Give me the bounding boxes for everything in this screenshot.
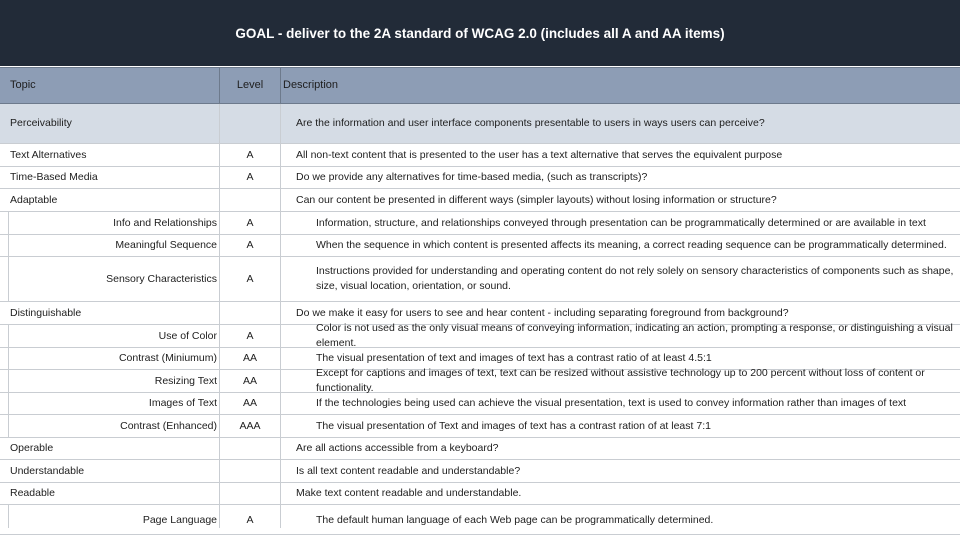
table-row [0,415,960,438]
description-cell[interactable]: All non-text content that is presented to the user has a text alternative that serves the equivalent purpose [296,148,783,161]
table-header-row [0,67,960,104]
level-cell[interactable]: AAA [220,415,281,437]
table-row [0,257,960,302]
description-cell[interactable]: Except for captions and images of text, text can be resized without assistive technology up to 200 percent without loss of content or functionality. [316,367,925,394]
goal-title: GOAL - deliver to the 2A standard of WCAG 2.0 (includes all A and AA items) [235,25,725,41]
topic-cell[interactable]: Adaptable [0,189,220,211]
description-cell[interactable]: Do we make it easy for users to see and hear content - including separating foreground from background? [296,306,789,319]
description-cell[interactable]: The visual presentation of Text and images of text has a contrast ration of at least 7:1 [316,419,711,432]
topic-cell[interactable]: Use of Color [0,325,220,347]
description-cell[interactable]: Do we provide any alternatives for time-based media, (such as transcripts)? [296,171,648,183]
wcag-table [0,67,960,535]
topic-cell[interactable]: Readable [0,483,220,504]
description-cell[interactable]: Can our content be presented in different ways (simpler layouts) without losing information or structure? [296,193,777,206]
description-cell[interactable]: Information, structure, and relationships conveyed through presentation can be programmatically determined or are available in text [316,216,926,229]
level-cell[interactable]: A [220,167,281,188]
topic-cell[interactable]: Resizing Text [0,370,220,392]
table-row [0,483,960,505]
level-cell[interactable] [220,302,281,324]
description-cell[interactable]: Instructions provided for understanding and operating content do not rely solely on sensory characteristics of components such as shape, size, visual location, orientation, or sound. [316,265,954,292]
topic-cell[interactable]: Perceivability [0,104,220,143]
description-cell[interactable]: If the technologies being used can achieve the visual presentation, text is used to convey information rather than images of text [316,397,907,409]
level-cell[interactable]: A [220,325,281,347]
table-row [0,438,960,460]
level-cell[interactable]: A [220,212,281,234]
level-cell[interactable]: AA [220,393,281,414]
level-cell[interactable] [220,438,281,459]
description-cell[interactable]: Color is not used as the only visual means of conveying information, indicating an action, prompting a response, or distinguishing a visual element. [316,322,953,349]
description-cell[interactable]: The default human language of each Web page can be programmatically determined. [316,514,714,526]
topic-cell[interactable]: Operable [0,438,220,459]
topic-cell[interactable]: Contrast (Miniumum) [0,348,220,369]
header-level[interactable]: Level [220,68,281,103]
level-cell[interactable]: AA [220,370,281,392]
description-cell[interactable]: When the sequence in which content is presented affects its meaning, a correct reading sequence can be programmatically determined. [316,239,947,251]
topic-cell[interactable]: Page Language [0,505,220,528]
topic-cell[interactable]: Text Alternatives [0,144,220,166]
table-row [0,144,960,167]
description-cell[interactable]: Make text content readable and understandable. [296,487,522,499]
table-row [0,212,960,235]
level-cell[interactable]: A [220,235,281,256]
level-cell[interactable] [220,189,281,211]
table-row [0,460,960,483]
table-row [0,167,960,189]
level-cell[interactable]: A [220,144,281,166]
topic-cell[interactable]: Understandable [0,460,220,482]
table-row [0,322,960,349]
topic-cell[interactable]: Distinguishable [0,302,220,324]
topic-cell[interactable]: Meaningful Sequence [0,235,220,256]
level-cell[interactable] [220,483,281,504]
level-cell[interactable]: A [220,505,281,528]
goal-banner [0,0,960,66]
description-cell[interactable]: The visual presentation of text and images of text has a contrast ratio of at least 4.5:1 [316,352,712,364]
table-row [0,235,960,257]
level-cell[interactable] [220,104,281,143]
header-description[interactable]: Description [283,79,339,91]
topic-cell[interactable]: Images of Text [0,393,220,414]
topic-cell[interactable]: Contrast (Enhanced) [0,415,220,437]
header-topic[interactable]: Topic [0,68,220,103]
table-row [0,393,960,415]
level-cell[interactable]: AA [220,348,281,369]
topic-cell[interactable]: Info and Relationships [0,212,220,234]
table-row [0,104,960,144]
topic-cell[interactable]: Sensory Characteristics [0,257,220,301]
topic-cell[interactable]: Time-Based Media [0,167,220,188]
level-cell[interactable] [220,460,281,482]
level-cell[interactable]: A [220,257,281,301]
table-row [0,367,960,394]
description-cell[interactable]: Is all text content readable and understandable? [296,464,521,477]
description-cell[interactable]: Are the information and user interface components presentable to users in ways users can perceive? [296,117,765,129]
table-row [0,189,960,212]
table-row [0,505,960,535]
description-cell[interactable]: Are all actions accessible from a keyboard? [296,442,499,454]
